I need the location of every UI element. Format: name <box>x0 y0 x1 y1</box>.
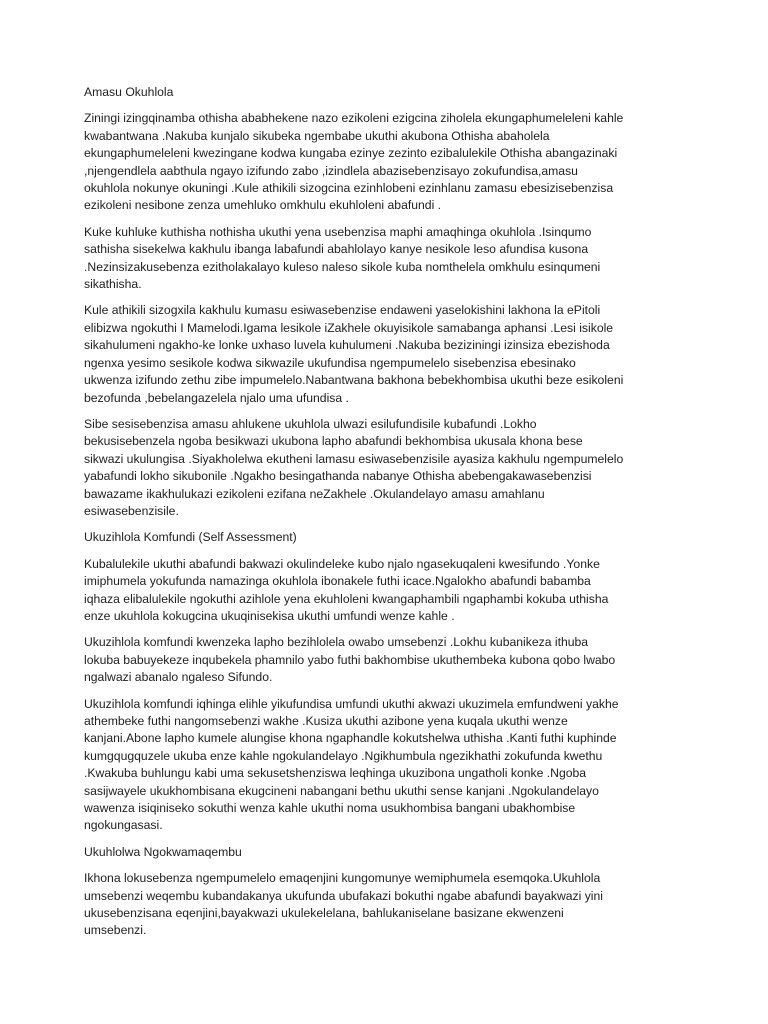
paragraph: Kuke kuhluke kuthisha nothisha ukuthi yena usebenzisa maphi amaqhinga okuhlola .Isinqumo sathisha sisekelwa kakhulu ibanga labafundi abahlolayo kanye nesikole leso afundisa kusona .Nezinsizakusebenza ezitholakalayo kuleso naleso sikole kuba nomthelela omkhulu esinqumeni sikathisha. <box>84 224 601 292</box>
paragraph: Ukuzihlola komfundi iqhinga elihle yikufundisa umfundi ukuthi akwazi ukuzimela emfundweni yakhe athembeke futhi nangomsebenzi wakhe .Kusiza ukuthi azibone yena kuqala ukuthi wenze kanjani.Abone lapho kumele alungise khona ngaphandle kokutshelwa uthisha .Kanti futhi kuphinde kumgqugquzele ukuba enze kahle ngokulandelayo .Ngikhumbula ngezikhathi zokufunda kwethu .Kwakuba buhlungu kabi uma sekusetshenziswa leqhinga ukuzibona ungatholi konke .Ngoba sasijwayele ukukhombisana ekugcineni nabangani bethu ukuthi sense kanjani .Ngokulandelayo wawenza isiqiniseko sokuthi wenza kahle ukuthi noma usukhombisa bangani ubakhombise ngokungasasi. <box>84 696 619 833</box>
document-title: Amasu Okuhlola <box>84 85 174 99</box>
paragraph: Kubalulekile ukuthi abafundi bakwazi okulindeleke kubo njalo ngasekuqaleni kwesifundo .Yonke imiphumela yokufunda namazinga okuhlola ibonakele futhi icace.Ngalokho abafundi babamba iqhaza elibalulekile ngokuthi azihlole yena ekuhloleni kwangaphambili ngaphambi kokuba uthisha enze ukuhlola kokugcina ukuqinisekisa ukuthi umfundi wenze kahle . <box>84 556 609 623</box>
section-heading: Ukuhlolwa Ngokwamaqembu <box>84 844 242 859</box>
paragraph: Ziningi izingqinamba othisha ababhekene nazo ezikoleni ezigcina ziholela ekungaphumeleleni kahle kwabantwana .Nakuba kunjalo sikubeka ngembabe ukuthi akubona Othisha abaholela ekungaphumeleleni kwezingane kodwa kungaba ezinye zezinto ezibalulekile Othisha abangazinaki ,njengendlela aabthula ngayo izifundo zabo ,izindlela abazisebenzisayo zokufundisa,amasu okuhlola nokunye okuningi .Kule athikili sizogcina ezinhlobeni ezinhlanu zamasu ebesizisebenzisa ezikoleni nesibone zenza umehluko omkhulu ekuhloleni abafundi . <box>84 111 624 213</box>
paragraph: Ukuzihlola komfundi kwenzeka lapho bezihlolela owabo umsebenzi .Lokhu kubanikeza ithuba lokuba babuyekeze inqubekela phamnilo yabo futhi bakhombise ukuthembeka kubona qobo lwabo ngalwazi abanalo ngaleso Sifundo. <box>84 635 616 685</box>
paragraph: Sibe sesisebenzisa amasu ahlukene ukuhlola ulwazi esilufundisile kubafundi .Lokho bekusisebenzela ngoba besikwazi ukubona lapho abafundi bekhombisa ukusala khona bese sikwazi ukulungisa .Siyakholelwa ekutheni lamasu esiwasebenzisile ayasiza kakhulu ngempumelelo yabafundi lokho sikubonile .Ngakho besingathanda nabanye Othisha abebengakawasebenzisi bawazame ikakhulukazi ezikoleni ezifana neZakhele .Okulandelayo amasu amahlanu esiwasebenzisile. <box>84 416 624 518</box>
document-page <box>84 84 624 949</box>
paragraph: Ikhona lokusebenza ngempumelelo emaqenjini kungomunye wemiphumela esemqoka.Ukuhlola umsebenzi weqembu kubandakanya ukufunda ubufakazi bokuthi ngabe abafundi bayakwazi yini ukusebenzisana eqenjini,bayakwazi ukulekelelana, bahlukaniselane basizane ekwenzeni umsebenzi. <box>84 871 604 938</box>
section-heading: Ukuzihlola Komfundi (Self Assessment) <box>84 530 297 545</box>
paragraph: Kule athikili sizogxila kakhulu kumasu esiwasebenzise endaweni yaselokishini lakhona la ePitoli elibizwa ngokuthi I Mamelodi.Igama lesikole iZakhele okuyisikole samabanga aphansi .Lesi isikole sikahulumeni ngakho-ke lonke uxhaso luvela kuhulumeni .Nakuba beziziningi izinsiza ebezishoda ngenxa yesimo sesikole kodwa sikwazile ukufundisa ngempumelelo sisebenzisa ebesinako ukwenza izifundo zethu zibe impumelelo.Nabantwana bakhona bebekhombisa ukuthi beze esikoleni bezofunda ,bebelangazelela njalo uma ufundisa . <box>84 303 624 405</box>
